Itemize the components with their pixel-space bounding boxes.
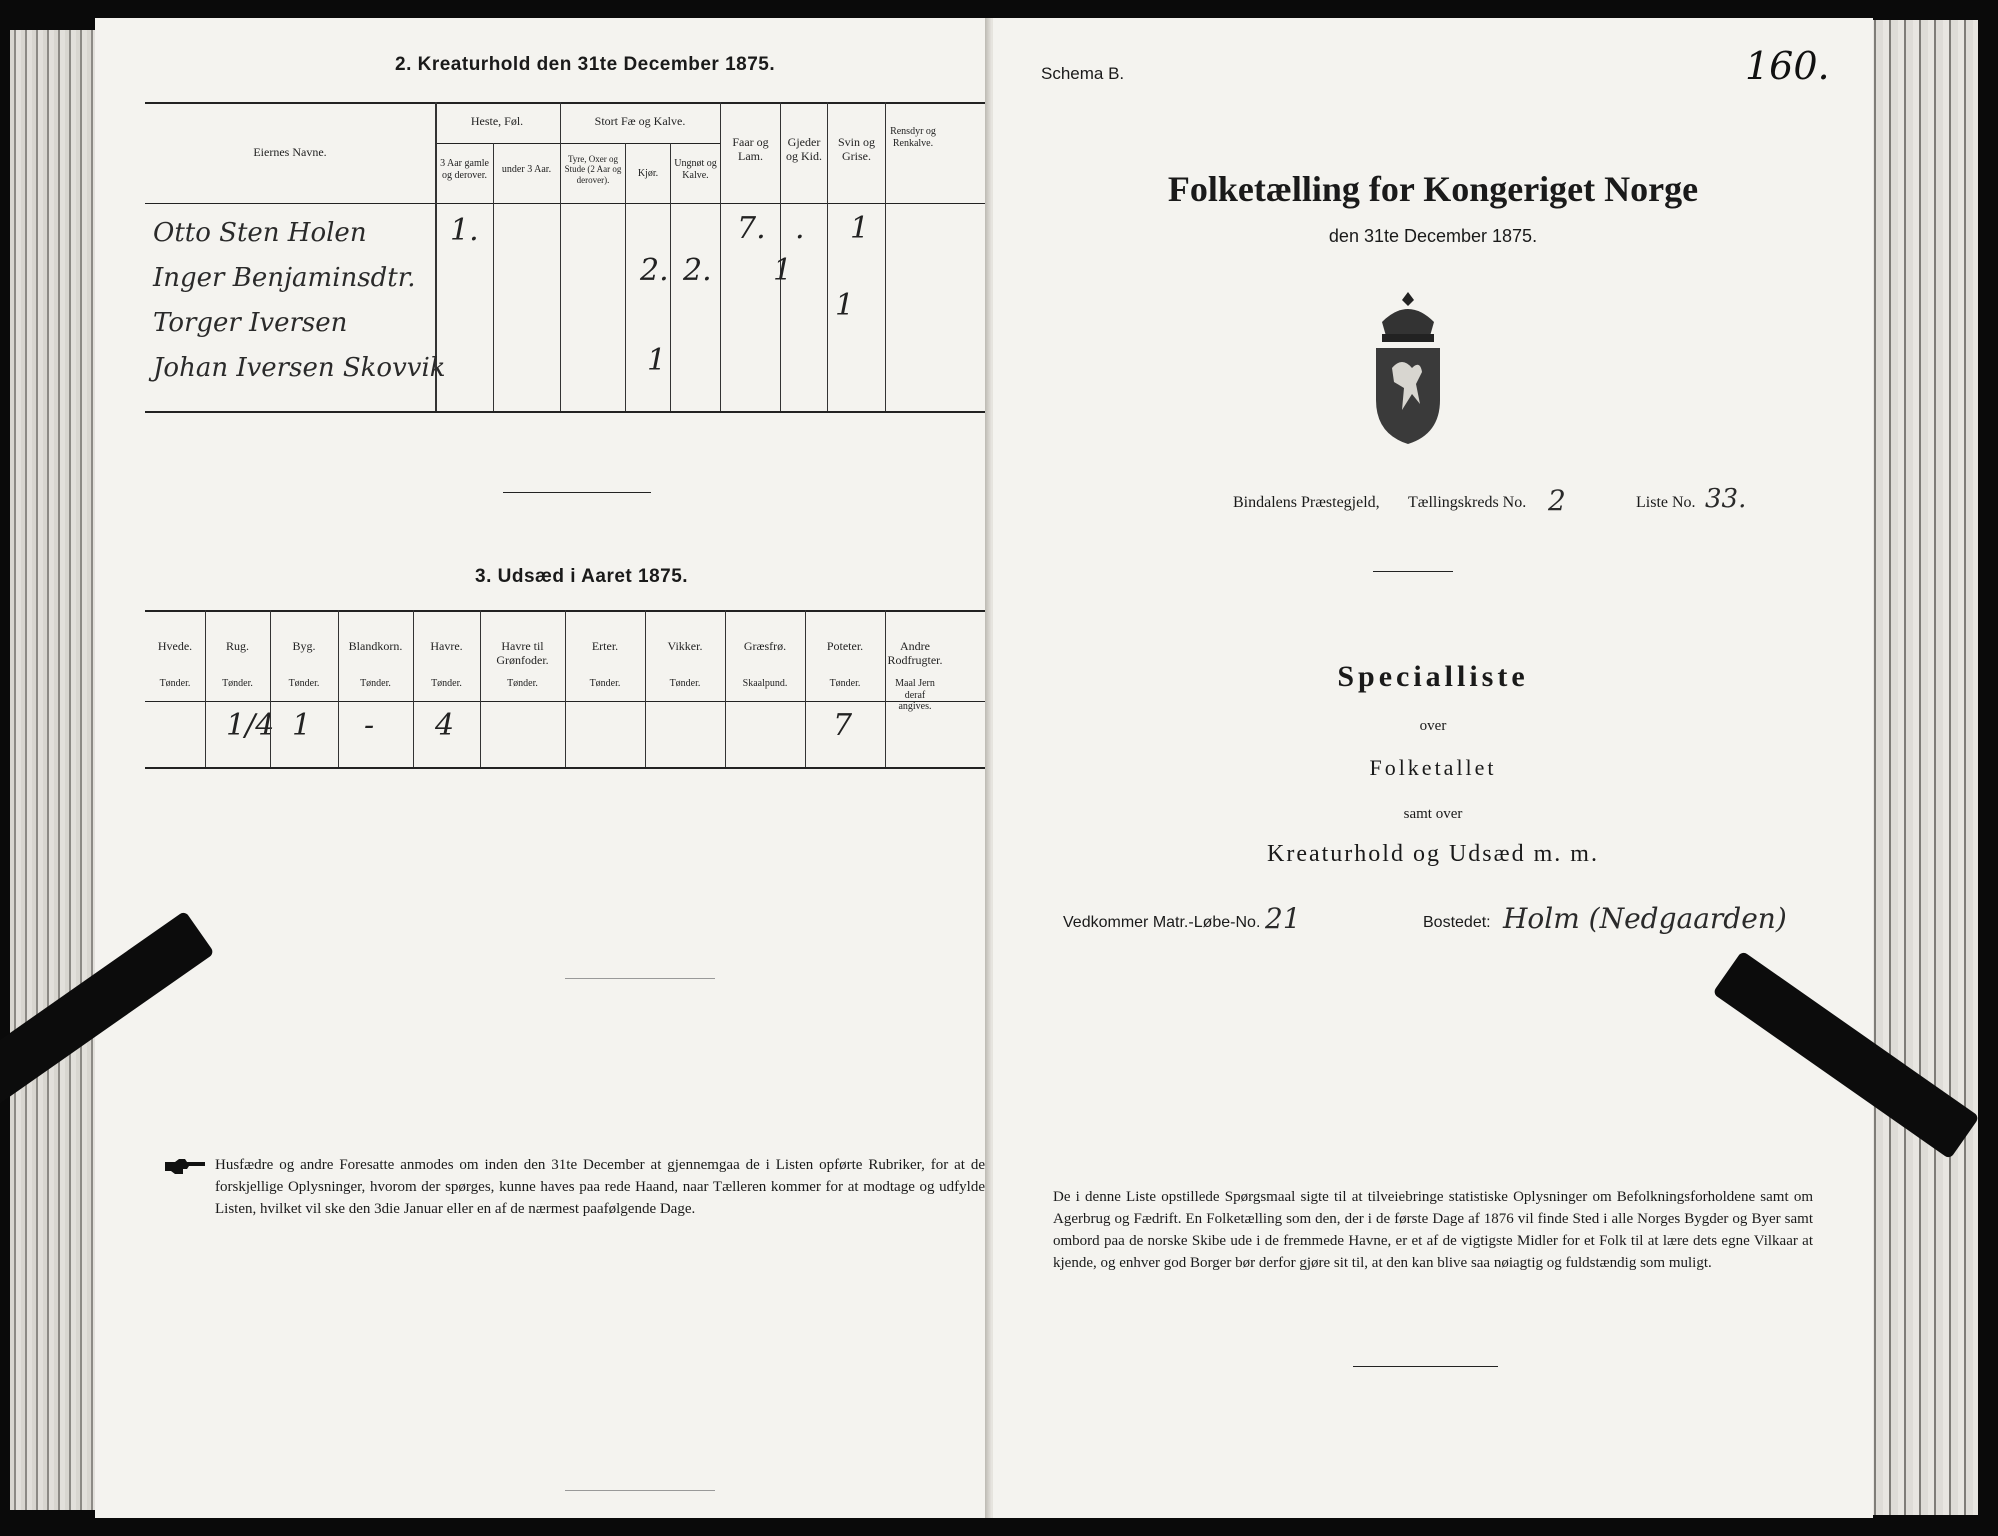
col-pigs: Svin og Grise. <box>837 135 875 163</box>
crops-col-divider <box>725 610 726 767</box>
crops-col-divider <box>270 610 271 767</box>
left-page <box>95 18 990 1518</box>
left-page-edges <box>10 30 100 1510</box>
col-bulls: Tyre, Oxer og Stude (2 Aar og derover). <box>564 154 622 185</box>
footer-statement: De i denne Liste opstillede Spørgsmaal sigte til at tilveiebringe statistiske Oplysninger om Befolkningsforholdene samt om Agerbrug og Fædrift. En Folketælling som den, der i de første Dage af 1876 vil finde Sted i alle Norges Bygder og Byer samt ombord paa de norske Skibe ude i de fremmede Havne, er et af de vigtigste Midler for et Folk til at lære dets egne Vilkaar at kjende, og enhver god Borger bør derfor gjøre sit til, at den kan blive saa nøiagtig og fuldstændig som muligt. <box>1053 1189 1813 1271</box>
crop-value: 1/4 <box>226 708 275 743</box>
cell-row1-horses: 1. <box>450 213 479 248</box>
crops-col-divider <box>338 610 339 767</box>
cell-row1-young: 2. <box>683 253 712 288</box>
crop-header: Erter. <box>591 639 619 653</box>
col-horses-3yr: 3 Aar gamle og derover. <box>440 158 489 181</box>
cell-row1-goats: . <box>795 211 805 246</box>
col-sheep: Faar og Lam. <box>732 135 769 163</box>
col-reindeer: Rensdyr og Renkalve. <box>890 126 936 149</box>
right-page <box>993 18 1873 1518</box>
district-label: Tællingskreds No. <box>1408 494 1527 511</box>
section-2-title: 2. Kreaturhold den 31te December 1875. <box>395 54 776 75</box>
table-top-rule <box>145 102 985 104</box>
crop-unit: Tønder. <box>669 678 701 689</box>
section-3-title: 3. Udsæd i Aaret 1875. <box>475 566 689 587</box>
table-bottom-rule <box>145 411 985 413</box>
page-number: 160. <box>1745 44 1830 88</box>
owner-name-row-3: Torger Iversen <box>153 308 348 338</box>
crop-unit: Tønder. <box>360 678 391 689</box>
pointing-hand-icon <box>163 1156 207 1178</box>
crop-header: Blandkorn. <box>348 639 403 653</box>
crops-col-divider <box>645 610 646 767</box>
crop-header: Byg. <box>292 639 316 653</box>
crops-col-divider <box>805 610 806 767</box>
col-goats: Gjeder og Kid. <box>786 135 822 163</box>
parish-label: Bindalens Præstegjeld, <box>1233 494 1380 511</box>
crop-unit: Tønder. <box>589 678 621 689</box>
samt-over-text: samt over <box>1403 806 1463 822</box>
cell-row1-cows: 2. <box>640 253 669 288</box>
bosted-value: Holm (Nedgaarden) <box>1503 902 1787 935</box>
cell-row1-pigs: 1 <box>850 211 870 246</box>
list-label: Liste No. <box>1636 494 1696 511</box>
crop-unit: Tønder. <box>829 678 861 689</box>
cell-row1-sheep: 7. <box>737 211 766 246</box>
crops-bottom-rule <box>145 767 985 769</box>
owner-name-row-4: Johan Iversen Skovvik <box>153 353 446 383</box>
col-cows: Kjør. <box>637 168 659 179</box>
crop-unit: Tønder. <box>222 678 253 689</box>
crops-col-divider <box>885 610 886 767</box>
owner-name-row-2: Inger Benjaminsdtr. <box>153 263 416 293</box>
group-subrule <box>435 143 720 144</box>
cell-row4-young: 1 <box>647 343 667 378</box>
crop-unit: Tønder. <box>507 678 538 689</box>
crop-header: Andre Rodfrugter. <box>887 639 943 667</box>
main-title: Folketælling for Kongeriget Norge <box>1167 169 1699 209</box>
crop-header: Havre til Grønfoder. <box>496 639 549 667</box>
crops-col-divider <box>480 610 481 767</box>
crop-unit: Maal Jern deraf angives. <box>895 678 935 712</box>
divider-short <box>503 492 651 493</box>
crop-value: 1 <box>292 708 312 743</box>
kreaturhold-text: Kreaturhold og Udsæd m. m. <box>1267 841 1599 867</box>
col-young-cattle: Ungnøt og Kalve. <box>674 158 717 181</box>
norwegian-coat-of-arms-icon <box>1368 288 1448 448</box>
group-cattle: Stort Fæ og Kalve. <box>594 114 686 128</box>
crop-header: Hvede. <box>157 639 193 653</box>
col-horses-under3: under 3 Aar. <box>501 164 552 175</box>
cell-row3-goats: 1 <box>835 288 855 323</box>
crop-unit: Tønder. <box>431 678 462 689</box>
crop-unit: Tønder. <box>288 678 320 689</box>
crop-value: - <box>364 708 375 743</box>
crop-header: Poteter. <box>826 639 864 653</box>
cell-row2-sheep: 1 <box>773 253 793 288</box>
crop-unit: Skaalpund. <box>742 678 788 689</box>
schema-label: Schema B. <box>1041 64 1125 83</box>
district-value: 2 <box>1548 484 1566 517</box>
crops-col-divider <box>565 610 566 767</box>
crops-col-divider <box>205 610 206 767</box>
specialliste-heading: Specialliste <box>1337 660 1529 693</box>
crop-header: Vikker. <box>667 639 703 653</box>
group-horses: Heste, Føl. <box>470 114 524 128</box>
crops-col-divider <box>413 610 414 767</box>
col-owner-names: Eiernes Navne. <box>253 145 327 159</box>
crop-value: 7 <box>833 708 853 743</box>
crop-header: Havre. <box>430 639 463 653</box>
over-text-1: over <box>1419 718 1447 734</box>
crop-header: Rug. <box>225 639 249 653</box>
owner-name-row-1: Otto Sten Holen <box>153 218 367 248</box>
matr-value: 21 <box>1265 902 1301 935</box>
right-page-edges <box>1868 20 1978 1515</box>
instruction-notice: Husfædre og andre Foresatte anmodes om inden den 31te December at gjennemgaa de i Listen opførte Rubriker, for at de forskjellige Oplysninger, hvorom der spørges, kunne haves paa rede Haand, naar Tælleren kommer for at modtage og udfylde Listen, hvilket vil ske den 3die Januar eller en af de nærmest paafølgende Dage. <box>215 1157 985 1217</box>
bosted-label: Bostedet: <box>1423 914 1491 931</box>
list-value: 33. <box>1705 484 1747 514</box>
folketallet-text: Folketallet <box>1369 755 1497 780</box>
crop-value: 4 <box>435 708 455 743</box>
table-header-rule <box>145 203 985 204</box>
crop-header: Græsfrø. <box>743 639 787 653</box>
matr-label: Vedkommer Matr.-Løbe-No. <box>1063 914 1261 931</box>
crop-unit: Tønder. <box>159 678 191 689</box>
census-date: den 31te December 1875. <box>1328 226 1538 246</box>
